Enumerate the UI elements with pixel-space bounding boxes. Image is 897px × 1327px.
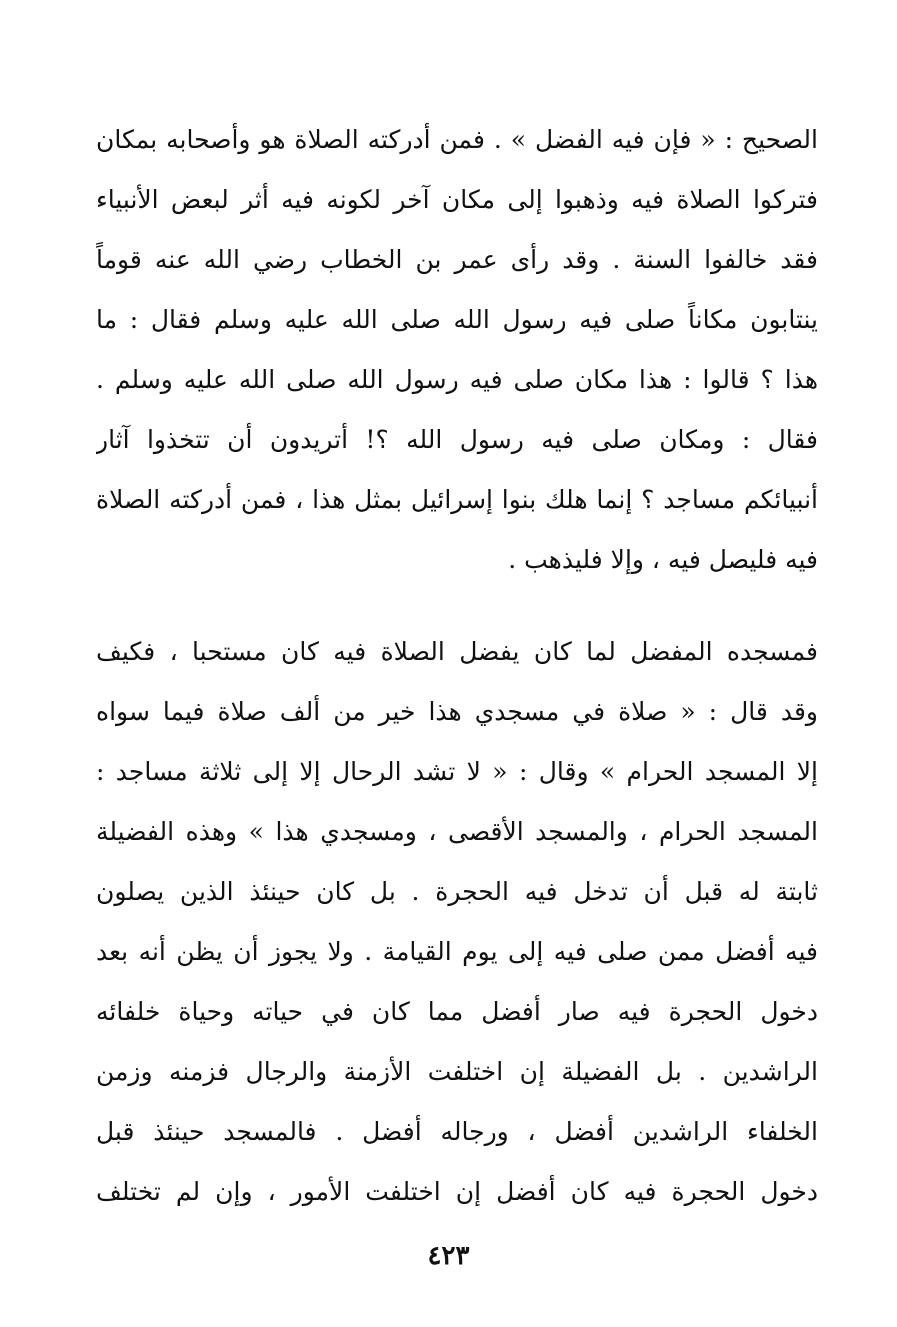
text-line: فقد خالفوا السنة . وقد رأى عمر بن الخطاب رضي الله عنه قوماً [96, 245, 818, 274]
paragraph-2 [96, 622, 818, 1222]
text-line: أنبيائكم مساجد ؟ إنما هلك بنوا إسرائيل بمثل هذا ، فمن أدركته الصلاة [96, 485, 818, 514]
paragraph-1 [96, 110, 818, 590]
text-line: فيه فليصل فيه ، وإلا فليذهب . [508, 545, 818, 574]
text-line: وقد قال : « صلاة في مسجدي هذا خير من ألف صلاة فيما سواه [96, 697, 818, 726]
page-number: ٤٢٣ [427, 1241, 470, 1271]
text-line: الخلفاء الراشدين أفضل ، ورجاله أفضل . فالمسجد حينئذ قبل [96, 1117, 818, 1146]
text-line: المسجد الحرام ، والمسجد الأقصى ، ومسجدي هذا » وهذه الفضيلة [96, 817, 818, 846]
text-line: الصحيح : « فإن فيه الفضل » . فمن أدركته الصلاة هو وأصحابه بمكان [96, 125, 818, 154]
text-line: هذا ؟ قالوا : هذا مكان صلى فيه رسول الله صلى الله عليه وسلم . [96, 365, 818, 394]
text-line: فيه أفضل ممن صلى فيه إلى يوم القيامة . ولا يجوز أن يظن أنه بعد [96, 937, 818, 966]
text-line: إلا المسجد الحرام » وقال : « لا تشد الرحال إلا إلى ثلاثة مساجد : [96, 757, 818, 786]
text-line: ينتابون مكاناً صلى فيه رسول الله صلى الله عليه وسلم فقال : ما [96, 305, 818, 334]
text-line: فقال : ومكان صلى فيه رسول الله ؟! أتريدون أن تتخذوا آثار [96, 425, 818, 454]
text-line: دخول الحجرة فيه صار أفضل مما كان في حياته وحياة خلفائه [96, 997, 818, 1026]
text-line: دخول الحجرة فيه كان أفضل إن اختلفت الأمور ، وإن لم تختلف [96, 1177, 818, 1206]
text-line: الراشدين . بل الفضيلة إن اختلفت الأزمنة والرجال فزمنه وزمن [96, 1057, 818, 1086]
text-line: فتركوا الصلاة فيه وذهبوا إلى مكان آخر لكونه فيه أثر لبعض الأنبياء [96, 185, 818, 214]
text-line: ثابتة له قبل أن تدخل فيه الحجرة . بل كان حينئذ الذين يصلون [96, 877, 818, 906]
text-line: فمسجده المفضل لما كان يفضل الصلاة فيه كان مستحبا ، فكيف [96, 637, 818, 666]
